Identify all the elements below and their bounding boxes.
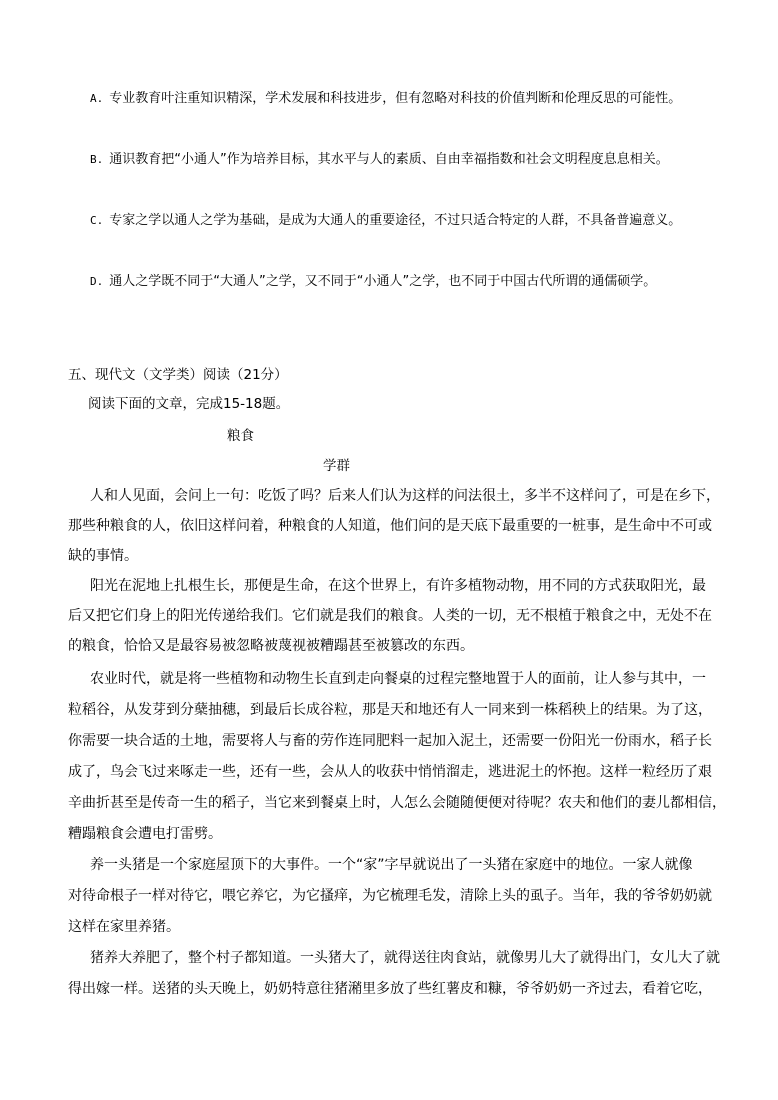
article-title: 粮食 <box>227 428 254 444</box>
paragraph-line: 人和人见面，会问上一句：吃饭了吗？后来人们认为这样的问法很土，多半不这样问了，可是在乡下， <box>90 488 720 504</box>
option-c <box>90 211 730 231</box>
paragraph-line: 成了，鸟会飞过来啄走一些，还有一些，会从人的收获中悄悄溜走，逃进泥土的怀抱。这样一粒经历了艰 <box>68 764 712 780</box>
paragraph-line: 对待命根子一样对待它，喂它养它，为它搔痒，为它梳理毛发，清除上头的虱子。当年，我的爷爷奶奶就 <box>68 888 712 904</box>
paragraph-line: 你需要一块合适的土地，需要将人与畜的劳作连同肥料一起加入泥土，还需要一份阳光一份雨水，稻子长 <box>68 733 712 749</box>
paragraph-line: 得出嫁一样。送猪的头天晚上，奶奶特意往猪潲里多放了些红薯皮和糠，爷爷奶奶一齐过去，看着它吃， <box>68 981 712 997</box>
option-c-label: C. <box>90 214 104 227</box>
option-a-text: 专业教育叶注重知识精深，学术发展和科技进步，但有忽略对科技的价值判断和伦理反思的可能性。 <box>109 91 682 106</box>
option-d <box>90 272 730 292</box>
paragraph-line: 养一头猪是一个家庭屋顶下的大事件。一个“家”字早就说出了一头猪在家庭中的地位。一家人就像 <box>90 857 693 873</box>
section-title: 五、现代文（文学类）阅读（21分） <box>68 367 288 383</box>
paragraph-line: 猪养大养肥了，整个村子都知道。一头猪大了，就得送往肉食站，就像男儿大了就得出门，女儿大了就 <box>90 950 720 966</box>
option-b-label: B. <box>90 153 104 166</box>
section-instruction: 阅读下面的文章，完成15-18题。 <box>88 396 290 412</box>
option-b-text: 通识教育把“小通人”作为培养目标，其水平与人的素质、自由幸福指数和社会文明程度息息相关。 <box>109 152 669 167</box>
paragraph-line: 农业时代，就是将一些植物和动物生长直到走向餐桌的过程完整地置于人的面前，让人参与其中，一 <box>90 671 706 687</box>
option-d-label: D. <box>90 275 104 288</box>
paragraph-line: 的粮食，恰恰又是最容易被忽略被蔑视被糟蹋甚至被篡改的东西。 <box>68 638 474 654</box>
paragraph-line: 那些种粮食的人，依旧这样问着，种粮食的人知道，他们问的是天底下最重要的一桩事，是生命中不可或 <box>68 518 712 534</box>
option-b <box>90 150 730 170</box>
paragraph-line: 糟蹋粮食会遭电打雷劈。 <box>68 826 222 842</box>
paragraph-line: 后又把它们身上的阳光传递给我们。它们就是我们的粮食。人类的一切，无不根植于粮食之中，无处不在 <box>68 608 712 624</box>
paragraph-line: 阳光在泥地上扎根生长，那便是生命，在这个世界上，有许多植物动物，用不同的方式获取阳光，最 <box>90 578 706 594</box>
paragraph-line: 粒稻谷，从发芽到分蘖抽穗，到最后长成谷粒，那是天和地还有人一同来到一株稻秧上的结果。为了这， <box>68 702 712 718</box>
article-author: 学群 <box>323 458 350 474</box>
option-c-text: 专家之学以通人之学为基础，是成为大通人的重要途径，不过只适合特定的人群，不具备普遍意义。 <box>109 213 682 228</box>
option-a-label: A. <box>90 92 104 105</box>
paragraph-line: 这样在家里养猪。 <box>68 919 180 935</box>
option-d-text: 通人之学既不同于“大通人”之学，又不同于“小通人”之学，也不同于中国古代所谓的通儒硕学。 <box>109 274 657 289</box>
paragraph-line: 缺的事情。 <box>68 548 138 564</box>
paragraph-line: 辛曲折甚至是传奇一生的稻子，当它来到餐桌上时，人怎么会随随便便对待呢？农夫和他们的妻儿都相信， <box>68 795 726 811</box>
option-a <box>90 89 730 109</box>
